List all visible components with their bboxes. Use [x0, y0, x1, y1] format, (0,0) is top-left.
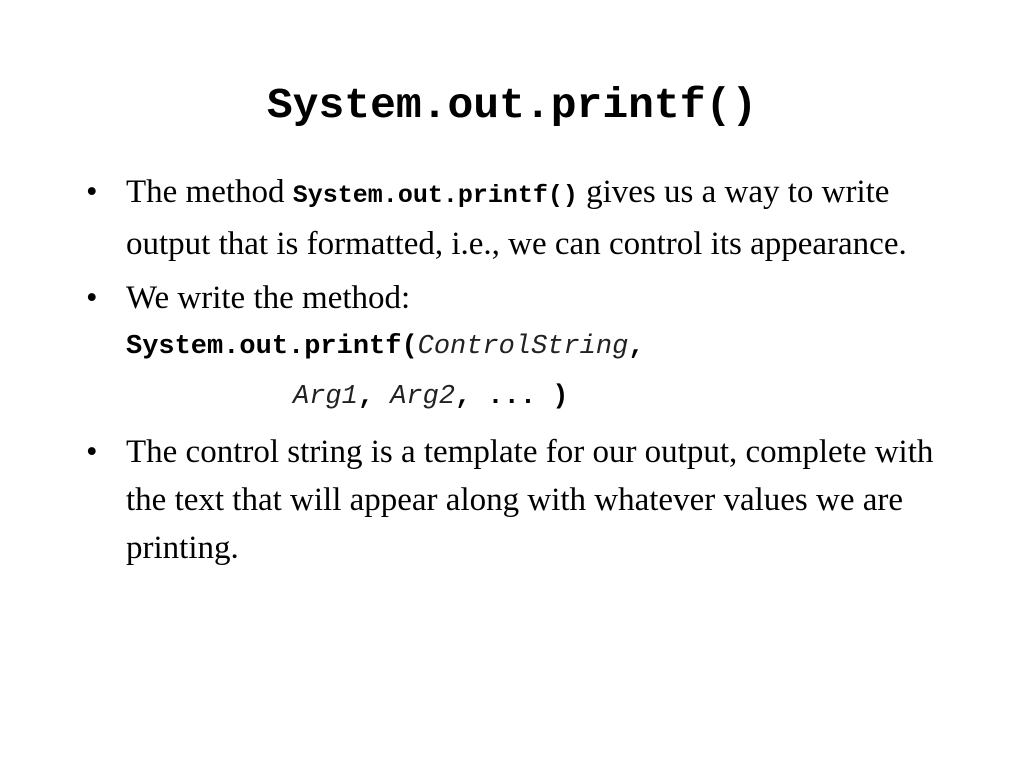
bullet-icon: •: [86, 434, 98, 470]
code-close-paren: ): [552, 382, 569, 412]
bullet-icon: •: [86, 174, 98, 210]
bullet-text-rest: gives us a way to write output that is formatted, i.e., we can control its appearance.: [126, 174, 907, 262]
bullet-item-printf-description: [86, 168, 966, 268]
bullet-item-syntax: [86, 274, 966, 422]
code-comma: ,: [628, 332, 645, 362]
inline-code-method: System.out.printf(): [292, 181, 578, 210]
code-separator: ,: [357, 382, 391, 412]
bullet-text-syntax-intro: We write the method:: [126, 280, 411, 316]
bullet-item-control-string: [86, 428, 966, 572]
code-line-1: [126, 322, 966, 372]
code-param-arg1: Arg1: [293, 382, 358, 412]
code-param-arg2: Arg2: [390, 382, 456, 412]
code-method-name: System.out.printf(: [126, 332, 418, 362]
bullet-list: [86, 168, 966, 578]
bullet-icon: •: [86, 280, 98, 316]
bullet-text-intro: The method: [126, 174, 293, 210]
code-line-2: [126, 372, 966, 422]
bullet-text-control-string: The control string is a template for our output, complete with the text that will appear along with whatever values we are printing.: [126, 434, 934, 566]
slide-title: System.out.printf(): [266, 81, 758, 130]
code-ellipsis: , ...: [455, 382, 553, 412]
code-param-control-string: ControlString: [417, 332, 629, 362]
